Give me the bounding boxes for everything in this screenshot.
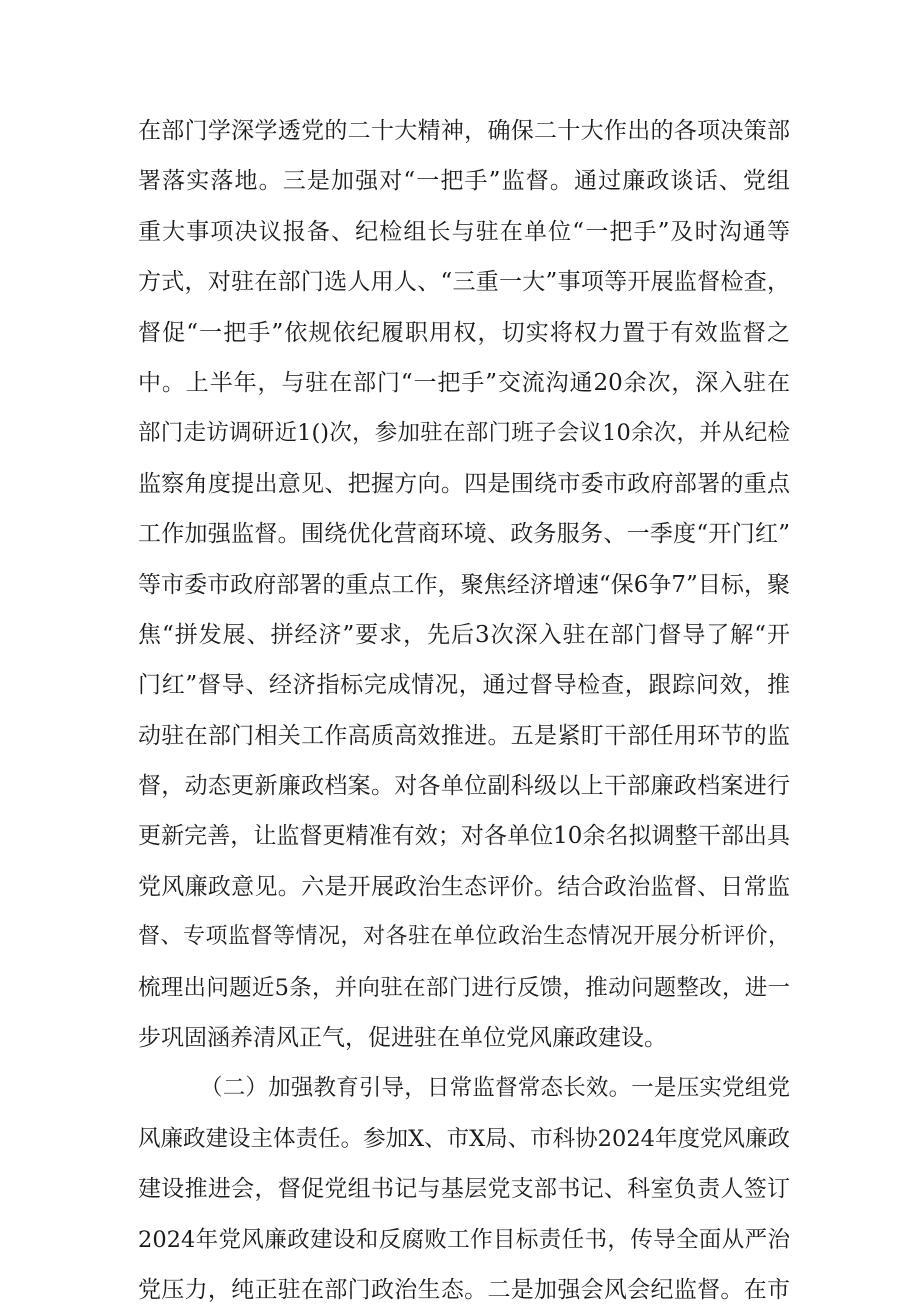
text-line: 更新完善，让监督更精准有效；对各单位10余名拟调整干部出具 [138, 823, 790, 850]
text-line: 风廉政建设主体责任。参加X、市X局、市科协2024年度党风廉政 [138, 1125, 790, 1152]
text-line: 工作加强监督。围绕优化营商环境、政务服务、一季度“开门红” [138, 521, 790, 548]
text-line: 焦“拼发展、拼经济”要求，先后3次深入驻在部门督导了解“开 [138, 621, 790, 648]
text-line: 建设推进会，督促党组书记与基层党支部书记、科室负责人签订 [138, 1176, 790, 1203]
text-line: 等市委市政府部署的重点工作，聚焦经济增速“保6争7”目标，聚 [138, 571, 790, 598]
text-line: 党风廉政意见。六是开展政治生态评价。结合政治监督、日常监 [138, 873, 790, 900]
text-line: 在部门学深学透党的二十大精神，确保二十大作出的各项决策部 [138, 118, 790, 144]
text-line: 党压力，纯正驻在部门政治生态。二是加强会风会纪监督。在市 [138, 1276, 790, 1303]
text-line: 督、专项监督等情况，对各驻在单位政治生态情况开展分析评价， [138, 924, 790, 950]
text-line: 2024年党风廉政建设和反腐败工作目标责任书，传导全面从严治 [138, 1226, 790, 1253]
body-text [138, 106, 790, 1315]
text-line: 署落实落地。三是加强对“一把手”监督。通过廉政谈话、党组 [138, 168, 790, 195]
text-line: 动驻在部门相关工作高质高效推进。五是紧盯干部任用环节的监 [138, 722, 790, 749]
section-heading-line: （二）加强教育引导，日常监督常态长效。一是压实党组党 [200, 1075, 790, 1102]
text-line: 方式，对驻在部门选人用人、“三重一大”事项等开展监督检查， [138, 269, 790, 296]
text-line: 梳理出问题近5条，并向驻在部门进行反馈，推动问题整改，进一 [138, 974, 790, 1001]
text-line: 重大事项决议报备、纪检组长与驻在单位“一把手”及时沟通等 [138, 218, 790, 245]
text-line: 督，动态更新廉政档案。对各单位副科级以上干部廉政档案进行 [138, 773, 790, 800]
paragraph-end-line: 步巩固涵养清风正气，促进驻在单位党风廉政建设。 [138, 1025, 667, 1052]
text-line: 部门走访调研近1()次，参加驻在部门班子会议10余次，并从纪检 [138, 420, 790, 447]
text-line: 督促“一把手”依规依纪履职用权，切实将权力置于有效监督之 [138, 319, 790, 346]
text-line: 监察角度提出意见、把握方向。四是围绕市委市政府部署的重点 [138, 470, 790, 497]
text-line: 门红”督导、经济指标完成情况，通过督导检查，跟踪问效，推 [138, 672, 790, 699]
text-line: 中。上半年，与驻在部门“一把手”交流沟通20余次，深入驻在 [138, 369, 790, 396]
